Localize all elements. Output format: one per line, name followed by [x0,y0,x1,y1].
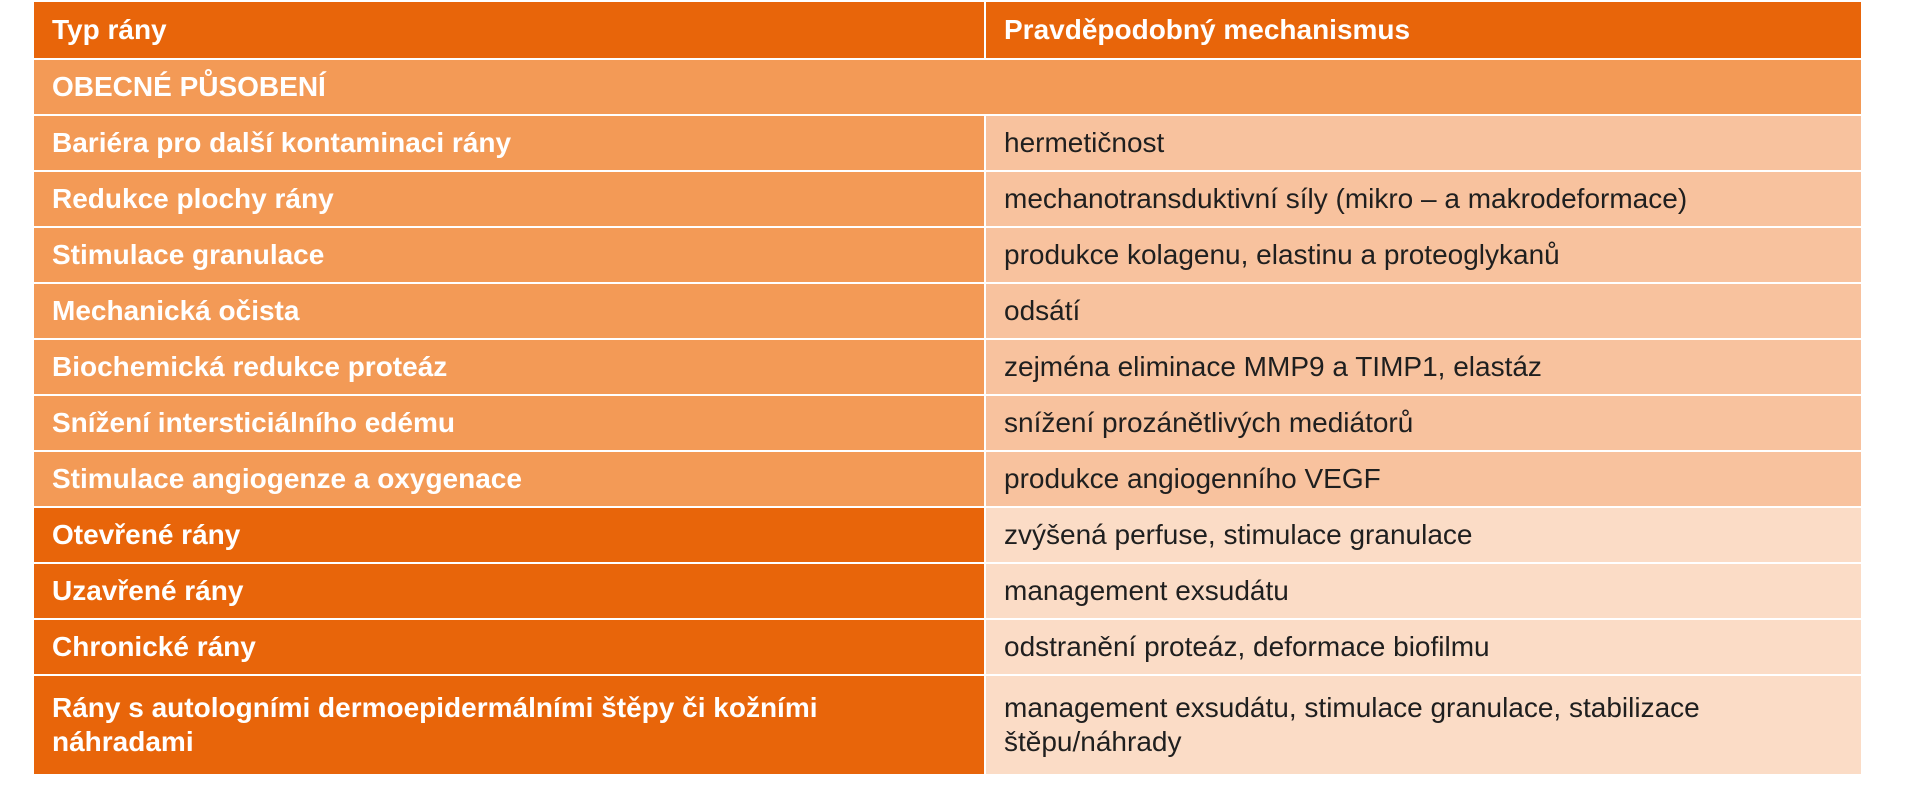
mechanism-cell: odstranění proteáz, deformace biofilmu [985,619,1862,675]
wound-type-cell: Chronické rány [33,619,985,675]
table-row [33,619,1862,675]
table-row [33,171,1862,227]
header-row [33,1,1862,59]
section-label: OBECNÉ PŮSOBENÍ [33,59,1862,115]
wound-type-cell: Otevřené rány [33,507,985,563]
section-row-general [33,59,1862,115]
table-row [33,115,1862,171]
mechanism-cell: zvýšená perfuse, stimulace granulace [985,507,1862,563]
wound-type-cell: Uzavřené rány [33,563,985,619]
mechanism-cell: mechanotransduktivní síly (mikro – a makrodeformace) [985,171,1862,227]
mechanism-cell: hermetičnost [985,115,1862,171]
table-header [33,1,1862,59]
table-row [33,563,1862,619]
wound-type-cell: Stimulace granulace [33,227,985,283]
wound-type-cell: Mechanická očista [33,283,985,339]
table-row [33,675,1862,775]
mechanism-cell: zejména eliminace MMP9 a TIMP1, elastáz [985,339,1862,395]
table-row [33,451,1862,507]
table-body [33,59,1862,775]
wound-type-cell: Bariéra pro další kontaminaci rány [33,115,985,171]
column-header-wound-type: Typ rány [33,1,985,59]
table-row [33,227,1862,283]
mechanism-cell: management exsudátu, stimulace granulace, stabilizace štěpu/náhrady [985,675,1862,775]
wound-type-cell: Redukce plochy rány [33,171,985,227]
mechanism-cell: odsátí [985,283,1862,339]
table-row [33,339,1862,395]
mechanism-cell: snížení prozánětlivých mediátorů [985,395,1862,451]
wound-type-cell: Stimulace angiogenze a oxygenace [33,451,985,507]
table-row [33,507,1862,563]
mechanism-cell: produkce kolagenu, elastinu a proteoglykanů [985,227,1862,283]
column-header-mechanism: Pravděpodobný mechanismus [985,1,1862,59]
wound-type-cell: Rány s autologními dermoepidermálními štěpy či kožními náhradami [33,675,985,775]
table-row [33,395,1862,451]
wound-type-cell: Snížení intersticiálního edému [33,395,985,451]
wound-mechanism-table [32,0,1863,776]
table-row [33,283,1862,339]
mechanism-cell: management exsudátu [985,563,1862,619]
mechanism-cell: produkce angiogenního VEGF [985,451,1862,507]
wound-mechanism-table-container [32,0,1861,776]
wound-type-cell: Biochemická redukce proteáz [33,339,985,395]
